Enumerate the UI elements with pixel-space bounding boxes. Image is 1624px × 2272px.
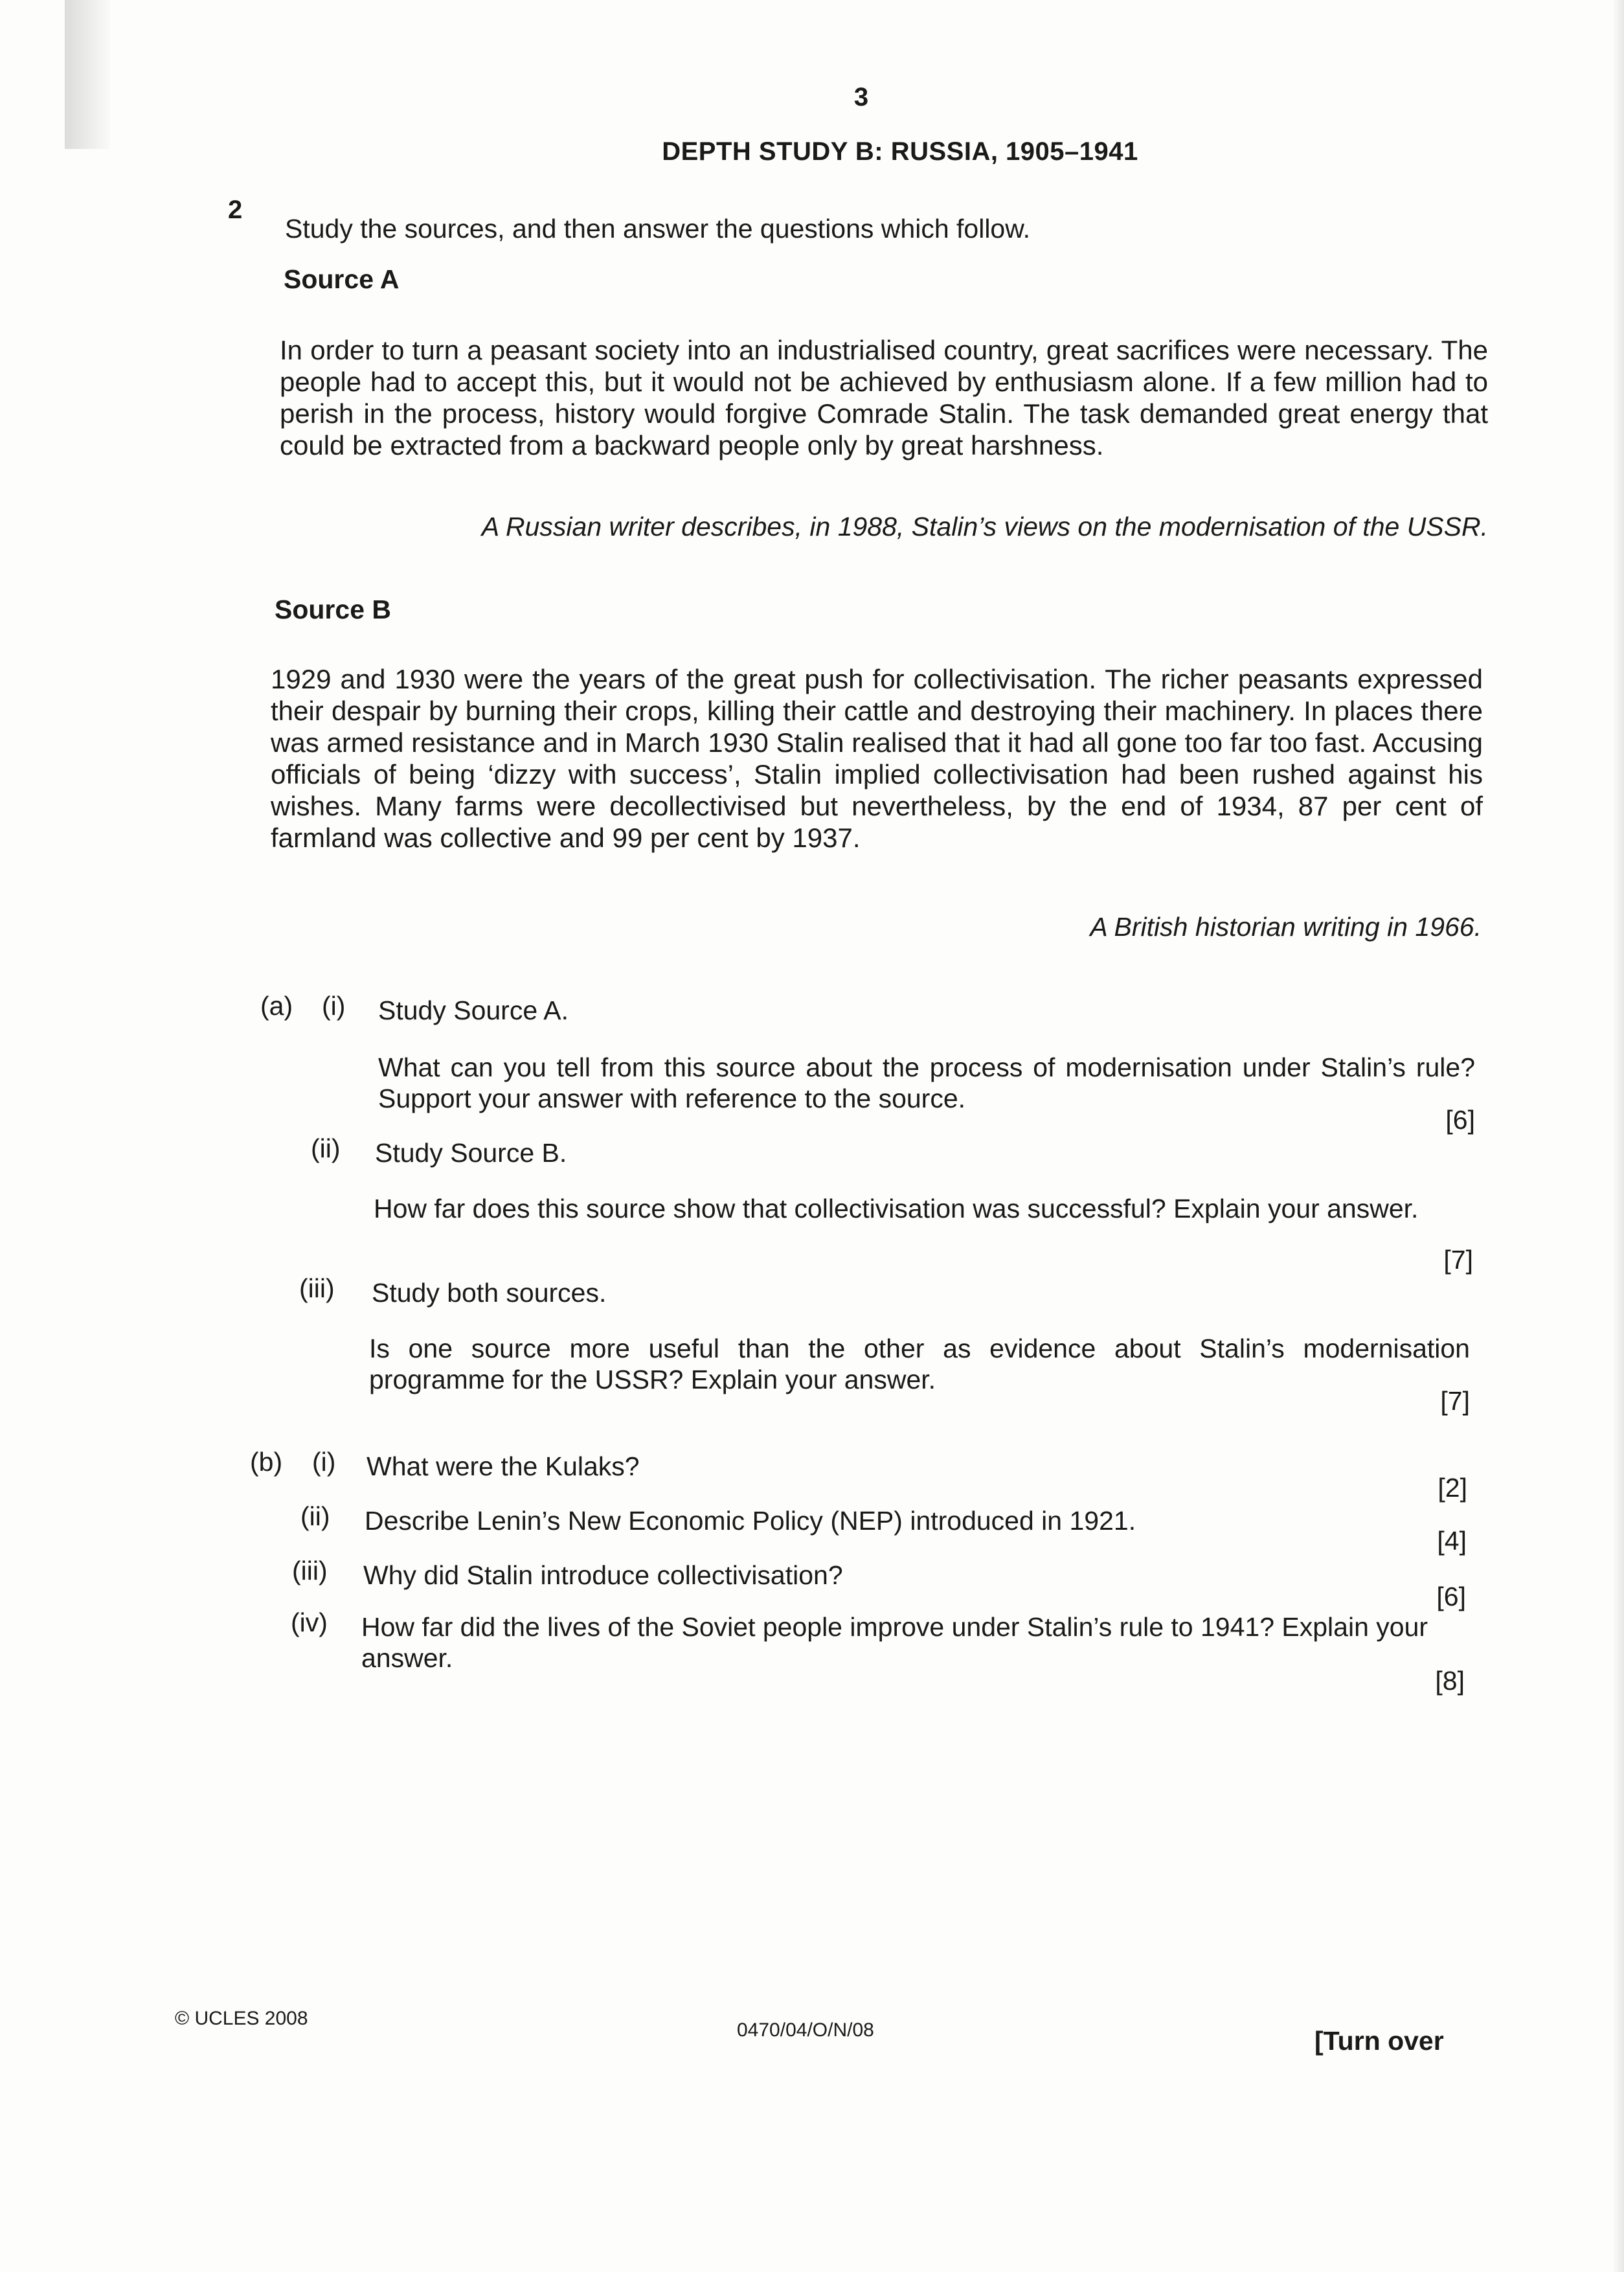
footer-paper-code: 0470/04/O/N/08 [737,2019,874,2041]
scan-edge-shadow [65,0,110,149]
page-number: 3 [853,83,869,111]
part-b-i-roman: (i) [312,1447,336,1477]
part-b-i-question: What were the Kulaks? [367,1451,640,1481]
part-a-ii-question: How far does this source show that collectivisation was successful? Explain your answer. [374,1194,1419,1223]
part-b-iii-question: Why did Stalin introduce collectivisation? [363,1560,843,1590]
part-a-iii-question: Is one source more useful than the other as evidence about Stalin’s modernisation programme for the USSR? Explain your answer. [369,1334,1470,1394]
footer-turn-over: [Turn over [1314,2026,1444,2056]
scan-edge-right [1612,0,1624,2272]
part-b-i-marks: [2] [1438,1473,1467,1503]
source-b-title: Source B [275,595,391,624]
part-a-i-roman: (i) [322,991,346,1021]
part-b-iii-roman: (iii) [292,1556,328,1585]
part-b-iv-roman: (iv) [291,1607,328,1637]
part-a-iii-roman: (iii) [299,1273,335,1303]
source-b-text: 1929 and 1930 were the years of the great push for collectivisation. The richer peasants expressed their despair by burning their crops, killing their cattle and destroying their machinery. In places there was armed resistance and in March 1930 Stalin realised that it had all gone too far too fast. Accusing officials of being ‘dizzy with success’, Stalin implied collectivisation had been rushed against his wishes. Many farms were decollectivised but nevertheless, by the end of 1934, 87 per cent of farmland was collective and 99 per cent by 1937. [271,664,1483,853]
part-a-ii-instruction: Study Source B. [375,1138,567,1168]
part-b-iii-marks: [6] [1436,1582,1466,1611]
footer-copyright: © UCLES 2008 [175,2008,308,2029]
part-a-i-marks: [6] [1445,1105,1475,1135]
part-b-ii-roman: (ii) [300,1501,330,1531]
part-a-label: (a) [260,991,293,1021]
source-a-attribution: A Russian writer describes, in 1988, Stalin’s views on the modernisation of the USSR. [481,512,1488,541]
part-a-ii-marks: [7] [1443,1245,1473,1275]
source-a-text: In order to turn a peasant society into an industrialised country, great sacrifices were necessary. The people had to accept this, but it would not be achieved by enthusiasm alone. If a few million had to perish in the process, history would forgive Comrade Stalin. The task demanded great energy that could be extracted from a backward people only by great harshness. [280,335,1488,460]
question-number: 2 [228,196,243,224]
part-b-ii-marks: [4] [1437,1526,1467,1556]
part-a-iii-marks: [7] [1440,1386,1470,1416]
part-b-iv-question: How far did the lives of the Soviet people improve under Stalin’s rule to 1941? Explain your answer. [361,1612,1428,1673]
question-intro: Study the sources, and then answer the questions which follow. [285,214,1030,244]
part-a-iii-instruction: Study both sources. [372,1278,607,1308]
part-b-ii-question: Describe Lenin’s New Economic Policy (NEP) introduced in 1921. [365,1506,1136,1536]
part-b-iv-marks: [8] [1435,1666,1465,1696]
part-a-ii-roman: (ii) [311,1133,341,1163]
source-a-title: Source A [284,264,400,294]
part-b-label: (b) [250,1447,283,1477]
part-a-i-question: What can you tell from this source about the process of modernisation under Stalin’s rule? Support your answer with reference to the source. [378,1052,1475,1113]
source-b-attribution: A British historian writing in 1966. [1090,912,1482,942]
depth-study-heading: DEPTH STUDY B: RUSSIA, 1905–1941 [662,137,1138,166]
part-a-i-instruction: Study Source A. [378,995,569,1025]
